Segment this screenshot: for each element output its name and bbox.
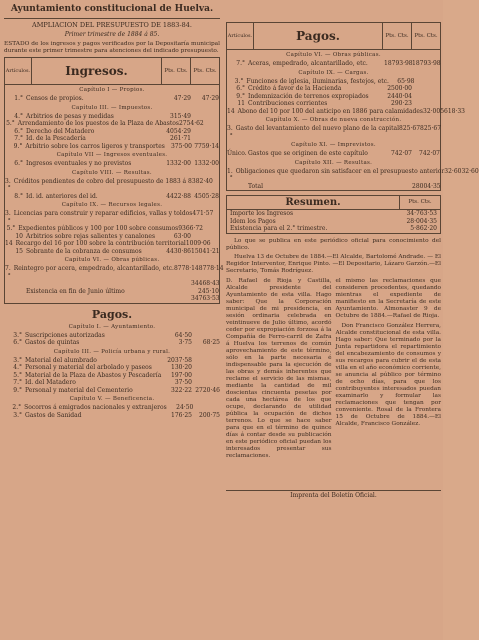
resumen-value: 34·763·53: [406, 210, 437, 217]
row-subtotal: 7759·14: [194, 142, 219, 150]
row-subtotal: 28004·35: [412, 182, 441, 190]
pts-header-2: Pts. Cts.: [190, 58, 219, 84]
row-subtotal: [203, 225, 219, 233]
row-amount: 2037·58: [167, 356, 192, 364]
pts-header-right-2: Pts. Cts.: [411, 23, 440, 49]
row-description: Id. de la Pescadería: [26, 135, 86, 142]
article-number: 9.°: [236, 92, 245, 100]
ingreso-row: [5, 160, 219, 168]
row-subtotal: [204, 120, 219, 128]
row-amount: 2440·04: [387, 92, 412, 100]
row-amount: 18793·98: [384, 60, 413, 67]
row-amount: [163, 280, 191, 288]
row-amount: 322·22: [171, 386, 192, 394]
resumen-value: 5·862·20: [410, 225, 437, 232]
row-description: Gastos de quintas: [25, 339, 80, 346]
row-description: Obligaciones que quedaron sin satisfacer en el presupuesto anterior: [235, 167, 445, 175]
row-subtotal: 47·29: [201, 95, 219, 102]
ingreso-row: [5, 210, 219, 225]
row-description: Gasto del levantamiento del nuevo plano de la capital: [235, 125, 400, 132]
chapter-heading: Capítulo VIII. — Resultas.: [72, 169, 152, 176]
ingresos-table-header: [5, 58, 219, 85]
ingreso-row: [5, 248, 219, 256]
article-number: Único.: [227, 150, 247, 157]
row-description: Arbitrios sobre rejas salientes y canalones: [26, 232, 156, 240]
row-subtotal: [191, 233, 219, 241]
notice-right-subcolumn: [336, 278, 442, 488]
ingreso-row: [5, 265, 224, 280]
resumen-label: Idem los Pagos: [230, 217, 276, 225]
article-number: [5, 288, 26, 296]
row-subtotal: 245·10: [198, 287, 219, 295]
resumen-value: 28·004·35: [406, 217, 437, 225]
article-number: 9.°: [13, 386, 22, 394]
row-subtotal: 34763·53: [191, 295, 220, 302]
pago-row: [227, 60, 440, 68]
ingreso-row: [5, 135, 219, 143]
article-number: 3.°: [13, 411, 22, 419]
row-amount: 471·57: [192, 210, 214, 217]
ingreso-row: [5, 178, 219, 193]
article-number: 14: [5, 240, 13, 247]
chapter-heading: Capítulo IX. — Recursos legales.: [61, 202, 163, 208]
row-description: Censos de propios.: [26, 95, 84, 102]
row-description: Contribuciones corrientes: [248, 100, 328, 107]
article-number: 4.°: [13, 364, 22, 371]
article-number: 6.°: [14, 160, 23, 167]
signature-text: Huelva 13 de Octubre de 1884.—El Alcalde, Bartolomé Andrade. — El Regidor Interventor, Enrique Pinto. —El Depositario, Lázaro Garzón.—El Secretario, Tomás Rodríguez.: [226, 253, 441, 274]
pago-row: [4, 404, 220, 412]
row-subtotal: 68·25: [202, 339, 220, 346]
article-number: 3.°: [13, 331, 22, 339]
row-subtotal: [192, 332, 220, 340]
pago-row: [227, 167, 479, 183]
notice-rioja: D. Rafael de Rioja y Castilla, Alcalde presidente del Ayuntamiento de esta villa. Hago saber: Que la Corporación municipal de mi presidencia, en sesión ordinaria celebrada en veintinueve de Julio último, acordó ceder por expropiación forzosa á la Compañía de Ferro-carril de Zafra á Huelva los terrenos de común aprovechamiento de este término, sólo en la parte necesaria é indispensable para la ejecución de las obras y demás inherentes que reclame el servicio de las mismas, mediante la cantidad de mil doscientas cincuenta pesetas por cada una hectárea de los que ocupe, declarando de utilidad pública la ocupación de dichos terrenos. Lo que se hace saber para que en el término de quince días á contar desde su publicación en este periódico oficial puedan los interesados presentar sus reclamaciones.: [226, 277, 332, 459]
article-number: 1.°: [227, 167, 233, 182]
chapter-heading: Capítulo VI. — Obras públicas.: [286, 52, 381, 58]
row-subtotal: [191, 128, 219, 136]
row-amount: 3·75: [178, 339, 192, 346]
left-column: [4, 0, 224, 419]
row-description: Personal y material del arbolado y paseos: [25, 364, 152, 371]
chapter-heading: Capítulo XII. — Resultas.: [294, 159, 373, 166]
article-number: 5.°: [6, 225, 16, 232]
article-number: 9.°: [13, 142, 23, 150]
row-subtotal: [191, 113, 219, 121]
row-amount: 261·71: [170, 135, 191, 142]
article-number: 14: [227, 107, 235, 115]
article-number: 6.°: [236, 85, 245, 92]
row-amount: 32·60: [444, 167, 462, 175]
row-amount: 2754·62: [178, 120, 204, 127]
article-number: 2.°: [12, 404, 22, 411]
ingreso-row: [5, 295, 219, 303]
articles-header: Artículos.: [5, 58, 32, 84]
row-description: Crédito á favor de la Hacienda: [248, 85, 342, 92]
row-amount: 2500·00: [387, 85, 412, 92]
article-number: 4.°: [14, 112, 23, 120]
row-subtotal: 200·75: [199, 411, 220, 419]
ingreso-row: [5, 225, 219, 233]
resumen-row: [227, 225, 440, 233]
chapter-heading: Capítulo III. — Impuestos.: [71, 104, 153, 111]
row-description: Reintegro por acera, empedrado, alcantarillado, etc.: [13, 265, 174, 272]
ingresos-rows: [5, 87, 224, 303]
ingreso-row: [5, 120, 219, 128]
row-amount: 4422·88: [166, 192, 191, 200]
row-amount: [384, 183, 412, 191]
row-amount: 176·25: [171, 411, 192, 419]
pagos-heading-left: Pagos.: [91, 307, 133, 321]
pagos-table-header: [227, 23, 440, 50]
row-description: Arbitrio sobre los carros ligeros y transportes: [25, 142, 165, 150]
ingreso-row: [5, 288, 219, 296]
row-subtotal: [412, 100, 440, 108]
row-description: Gastos de Sanidad: [25, 411, 82, 419]
row-amount: 8778·14: [173, 265, 199, 272]
pago-row: [4, 357, 220, 365]
row-amount: 742·07: [391, 150, 412, 157]
ingresos-table: [4, 57, 224, 304]
pagos-right-rows: [227, 52, 479, 190]
article-number: [5, 295, 26, 303]
resumen-label: Existencia para el 2.° trimestre.: [230, 225, 328, 232]
article-number: 11: [237, 100, 245, 107]
printer-footer: Imprenta del Boletín Oficial.: [226, 490, 441, 500]
row-description: [26, 295, 163, 303]
chapter-heading: Capítulo IX. — Cargas.: [298, 69, 369, 76]
ingreso-row: [5, 143, 219, 151]
row-description: Recargo del 16 por 100 sobre la contribución territorial: [15, 240, 186, 247]
article-number: 6.°: [13, 339, 22, 346]
article-number: 10: [15, 232, 23, 240]
row-description: Total: [248, 182, 264, 190]
row-description: Licencias para construir y reparar edificios, vallas y toldos: [13, 210, 193, 217]
row-subtotal: 15041·21: [191, 247, 220, 255]
row-amount: 9366·72: [178, 225, 203, 232]
article-number: 6.°: [14, 127, 23, 135]
row-subtotal: [412, 85, 440, 93]
row-amount: 65·98: [397, 77, 415, 85]
row-subtotal: [192, 364, 220, 372]
pago-row: [227, 150, 440, 158]
row-description: Material del alumbrado: [25, 356, 97, 364]
row-description: Gastos que se originen de este capítulo: [248, 150, 368, 157]
row-subtotal: [192, 372, 220, 380]
pagos-table: [226, 22, 479, 191]
pago-row: [4, 339, 220, 347]
pago-row: [227, 107, 465, 116]
row-description: Derecho del Matadero: [26, 127, 95, 135]
resumen-heading: Resumen.: [285, 197, 341, 208]
row-amount: 37·50: [174, 379, 192, 386]
pago-row: [227, 183, 440, 191]
article-number: 3.°: [227, 125, 233, 140]
row-amount: 290·23: [391, 100, 412, 107]
row-amount: 130·20: [171, 364, 192, 371]
ingreso-row: [5, 193, 219, 201]
row-amount: 24·50: [176, 404, 194, 411]
resumen-row: [227, 218, 440, 226]
row-subtotal: [213, 178, 219, 193]
row-amount: 197·00: [171, 371, 192, 379]
article-number: 3.°: [5, 210, 11, 225]
row-subtotal: 18793·98: [412, 60, 441, 67]
row-subtotal: 8778·14: [198, 265, 224, 272]
article-number: 5.°: [6, 120, 15, 127]
article-number: 8.°: [14, 192, 23, 200]
row-amount: 4430·86: [166, 247, 191, 255]
row-subtotal: 5618·33: [440, 107, 465, 115]
row-description: Existencia en fin de Junio último: [26, 287, 125, 295]
article-number: 7.°: [236, 60, 245, 67]
row-subtotal: 32·60: [461, 167, 479, 175]
row-amount: 315·49: [170, 112, 191, 120]
chapter-heading: Capítulo III. — Policía urbana y rural.: [53, 348, 171, 355]
article-number: 3.°: [13, 356, 22, 364]
article-number: 15: [15, 247, 23, 255]
chapter-heading: Capítulo X. — Obras de nueva construcción.: [265, 117, 402, 123]
row-description: Indemnización de terrenos expropiados: [248, 92, 369, 100]
ingreso-row: [5, 240, 219, 248]
row-amount: 32·00: [423, 107, 441, 115]
pago-row: [227, 85, 440, 93]
article-number: 7.°: [14, 135, 23, 142]
row-description: Id. id. anteriores del id.: [26, 192, 98, 200]
pago-row: [4, 332, 220, 340]
row-amount: [163, 288, 191, 296]
row-amount: 64·50: [174, 331, 192, 339]
chapter-heading: Capítulo I. — Ayuntamiento.: [68, 323, 156, 330]
row-description: Personal y material del Cementerio: [25, 386, 133, 394]
pago-row: [4, 372, 220, 380]
chapter-heading: Capítulo I — Propios.: [79, 87, 145, 93]
ingreso-row: [5, 233, 219, 241]
row-description: Suscripciones autorizadas: [25, 331, 105, 339]
pago-row: [4, 379, 220, 387]
pago-row: [227, 125, 440, 140]
row-description: Id. del Matadero: [25, 379, 76, 386]
page-title: Ayuntamiento constitucional de Huelva.: [10, 4, 214, 14]
row-description: Material de la Plaza de Abastos y Pescadería: [25, 371, 162, 379]
resumen-table: [226, 195, 441, 234]
row-amount: 63·00: [173, 232, 191, 240]
row-description: Arrendamiento de los puestos de la Plaza de Abastos: [17, 120, 179, 127]
resumen-label: Importe los Ingresos: [230, 210, 294, 217]
ingreso-row: [5, 113, 219, 121]
chapter-heading: Capítulo VII — Ingresos eventuales.: [56, 152, 168, 158]
ingreso-row: [5, 128, 219, 136]
row-amount: 47·29: [173, 95, 191, 102]
pago-row: [4, 364, 220, 372]
article-number: 5.°: [13, 371, 22, 379]
resumen-row: [227, 210, 440, 218]
row-subtotal: 742·07: [419, 150, 440, 157]
row-amount: 1332·00: [166, 160, 191, 167]
period: Primer trimestre de 1884 á 85.: [64, 31, 160, 38]
row-amount: 4054·29: [166, 127, 191, 135]
right-column: [226, 0, 479, 500]
row-description: [26, 280, 163, 288]
row-description: Ingresos eventuales y no previstos: [26, 160, 132, 167]
article-number: [5, 280, 26, 288]
row-description: Funciones de iglesia, iluminarias, festejos, etc.: [246, 77, 389, 85]
pts-header-right: Pts. Cts.: [382, 23, 411, 49]
pago-row: [4, 412, 220, 420]
notice-almonaster: el mismo las reclamaciones que consideren procedentes, quedando mientras el expediente de manifiesto en la Secretaría de este Ayuntamiento. Almonaster 9 de Octubre de 1884.—Rafael de Rioja.: [335, 277, 441, 319]
row-subtotal: [191, 135, 219, 143]
article-number: 3.°: [5, 177, 11, 192]
resumen-rows: [227, 210, 440, 233]
row-amount: 1009·06: [185, 240, 211, 247]
row-amount: 375·00: [170, 142, 192, 150]
row-subtotal: [193, 404, 220, 412]
row-subtotal: 1332·00: [194, 160, 219, 167]
article-number: [227, 183, 248, 191]
row-subtotal: [192, 357, 220, 365]
pagos-heading: Pagos.: [296, 29, 340, 43]
row-subtotal: [412, 93, 440, 101]
ingreso-row: [5, 95, 219, 103]
notice-text: Lo que se publica en este periódico oficial para conocimiento del público.: [226, 237, 441, 251]
pago-row: [227, 100, 440, 108]
resumen-pts-header: Pts. Cts.: [399, 196, 440, 209]
article-number: 3.°: [234, 77, 244, 85]
row-description: Arbitrios de pesas y medidas: [26, 112, 114, 120]
ingresos-heading: Ingresos.: [65, 64, 128, 78]
row-amount: [163, 295, 191, 303]
intro-paragraph: ESTADO de los ingresos y pagos verificados por la Depositaría municipal durante este primer trimestre para atenciones del indicado presupuesto.: [4, 41, 220, 54]
row-subtotal: 4505·28: [194, 192, 219, 200]
row-amount: 82·40: [195, 177, 213, 185]
row-description: Socorros á emigrados nacionales y extranjeros: [24, 404, 167, 411]
pagos-left-rows: [4, 324, 220, 420]
pago-row: [227, 93, 440, 101]
row-subtotal: 825·67: [420, 125, 442, 132]
article-number: 7.°: [13, 379, 22, 386]
chapter-heading: Capítulo V. — Beneficencia.: [69, 396, 155, 402]
row-amount: 825·67: [399, 125, 421, 132]
row-description: Abono del 10 por 100 del anticipo en 1886 para calamidades: [237, 107, 423, 115]
row-subtotal: 34468·43: [191, 280, 220, 287]
article-number: 7.°: [5, 265, 11, 280]
row-subtotal: [213, 210, 219, 225]
chapter-heading: Capítulo XI. — Imprevistos.: [291, 142, 376, 148]
row-subtotal: [211, 240, 219, 248]
notice-rosal: Don Francisco González Herrera, Alcalde constitucional de esta villa. Hago saber: Que terminado por la Junta repartidora el repartimiento del encabezamiento de consumos y sus recargos para cubrir el de esta villa en el año económico corriente, se anuncia al público por término de ocho días, para que los contribuyentes interesados puedan examinarlo y formular las reclamaciones que tengan por conveniente. Rosal de la Frontera 15 de Octubre de 1884.—El Alcalde, Francisco González.: [335, 322, 441, 427]
row-description: Aceras, empedrado, alcantarillado, etc.: [248, 60, 368, 67]
row-description: Expedientes públicos y 100 por 100 sobre consumos: [18, 225, 179, 232]
article-number: 1.°: [14, 95, 23, 102]
articles-header-right: Artículos.: [227, 23, 254, 49]
pts-header: Pts. Cts.: [161, 58, 190, 84]
row-subtotal: 2720·46: [195, 386, 220, 394]
row-description: Sobrante de la cobranza de consumos: [26, 247, 142, 255]
ingreso-row: [5, 280, 219, 288]
row-subtotal: [414, 78, 440, 86]
pago-row: [227, 78, 440, 86]
subtitle: AMPLIACION DEL PRESUPUESTO DE 1883-84.: [32, 21, 192, 29]
notices-columns: [226, 278, 441, 488]
chapter-heading: Capítulo VI. — Obras públicas.: [64, 257, 160, 263]
row-description: Créditos pendientes de cobro del presupuesto de 1883 á 83: [13, 177, 196, 185]
pago-row: [4, 387, 220, 395]
row-subtotal: [192, 379, 220, 387]
